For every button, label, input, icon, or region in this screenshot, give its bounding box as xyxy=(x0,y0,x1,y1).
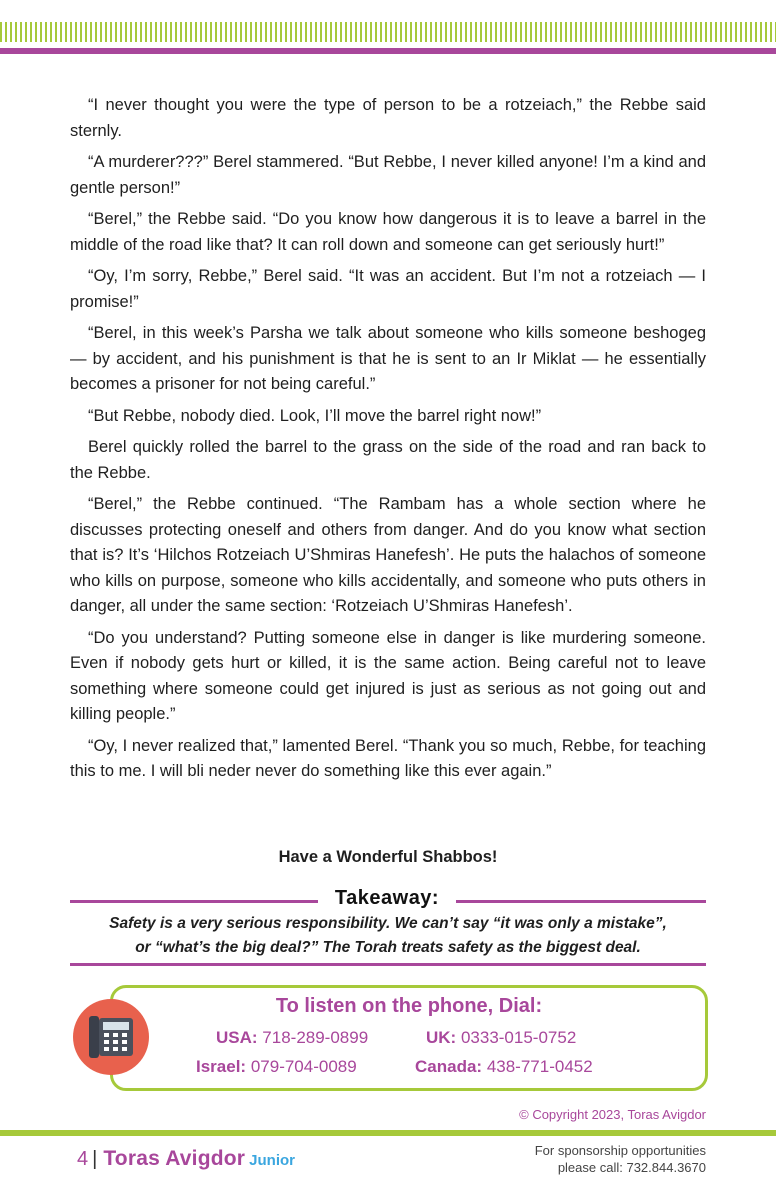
brand-logo-text: Toras Avigdor xyxy=(103,1147,246,1170)
takeaway-line-1: Safety is a very serious responsibility. We can’t say “it was only a mistake”, xyxy=(109,915,667,932)
takeaway-line-2: or “what’s the big deal?” The Torah treats safety as the biggest deal. xyxy=(135,939,641,956)
takeaway-text xyxy=(70,912,706,960)
phone-usa xyxy=(216,1028,368,1048)
phone-label: USA: xyxy=(216,1028,258,1047)
story-paragraph: “Do you understand? Putting someone else in danger is like murdering someone. Even if nobody gets hurt or killed, it is the same action. Being careful not to leave something where someone could get injured is just as serious as not going out and killing people.” xyxy=(70,628,706,723)
story-paragraph: “A murderer???” Berel stammered. “But Rebbe, I never killed anyone! I’m a kind and gentle person!” xyxy=(70,153,706,197)
copyright-notice: © Copyright 2023, Toras Avigdor xyxy=(519,1107,706,1122)
footer-separator: | xyxy=(92,1148,98,1170)
phone-number: 079-704-0089 xyxy=(250,1057,357,1076)
takeaway-title: Takeaway: xyxy=(334,887,440,909)
phone-label: Israel: xyxy=(196,1057,247,1076)
story-paragraph: “Oy, I’m sorry, Rebbe,” Berel said. “It was an accident. But I’m not a rotzeiach — I promise!” xyxy=(70,267,706,311)
story-paragraph: “Berel,” the Rebbe said. “Do you know how dangerous it is to leave a barrel in the middle of the road like that? It can roll down and someone can get seriously hurt!” xyxy=(70,210,706,254)
closing-greeting: Have a Wonderful Shabbos! xyxy=(278,848,498,866)
bottom-divider xyxy=(0,1130,776,1136)
phone-number: 0333-015-0752 xyxy=(460,1028,577,1047)
sponsorship-info xyxy=(535,1142,706,1176)
phone-label: UK: xyxy=(426,1028,457,1047)
brand-logo-sub: Junior xyxy=(249,1152,296,1169)
page-number: 4 xyxy=(77,1148,89,1170)
phone-title: To listen on the phone, Dial: xyxy=(275,995,543,1017)
takeaway-rule-right xyxy=(456,900,706,903)
sponsorship-line-2: please call: 732.844.3670 xyxy=(557,1160,706,1175)
story-text xyxy=(70,93,706,791)
story-paragraph: “I never thought you were the type of person to be a rotzeiach,” the Rebbe said sternly. xyxy=(70,96,706,140)
phone-canada xyxy=(415,1057,593,1077)
footer-brand-area xyxy=(77,1147,295,1171)
takeaway-bottom-rule xyxy=(70,963,706,966)
story-paragraph: Berel quickly rolled the barrel to the grass on the side of the road and ran back to the Rebbe. xyxy=(70,438,706,482)
phone-number: 438-771-0452 xyxy=(486,1057,593,1076)
phone-label: Canada: xyxy=(415,1057,483,1076)
sponsorship-line-1: For sponsorship opportunities xyxy=(534,1143,706,1158)
story-paragraph: “Oy, I never realized that,” lamented Berel. “Thank you so much, Rebbe, for teaching this to me. I will bli neder never do something like this ever again.” xyxy=(70,736,706,780)
takeaway-rule-left xyxy=(70,900,318,903)
story-paragraph: “But Rebbe, nobody died. Look, I’ll move the barrel right now!” xyxy=(88,406,542,425)
phone-uk xyxy=(426,1028,576,1048)
takeaway-header xyxy=(70,888,706,914)
story-paragraph: “Berel,” the Rebbe continued. “The Rambam has a whole section where he discusses protecting oneself and others from danger. And do you know what section that is? It’s ‘Hilchos Rotzeiach U’Shmiras Hanefesh’. He puts the halachos of someone who kills on purpose, someone who kills accidentally, and someone who puts others in danger, all under the same section: ‘Rotzeiach U’Shmiras Hanefesh’. xyxy=(70,495,706,615)
story-paragraph: “Berel, in this week’s Parsha we talk about someone who kills someone beshogeg — by accident, and his punishment is that he is sent to an Ir Miklat — he essentially becomes a prisoner for not being careful.” xyxy=(70,324,706,393)
phone-number: 718-289-0899 xyxy=(262,1028,369,1047)
top-decorative-stripes xyxy=(0,22,776,42)
phone-israel xyxy=(196,1057,357,1077)
top-divider xyxy=(0,48,776,54)
